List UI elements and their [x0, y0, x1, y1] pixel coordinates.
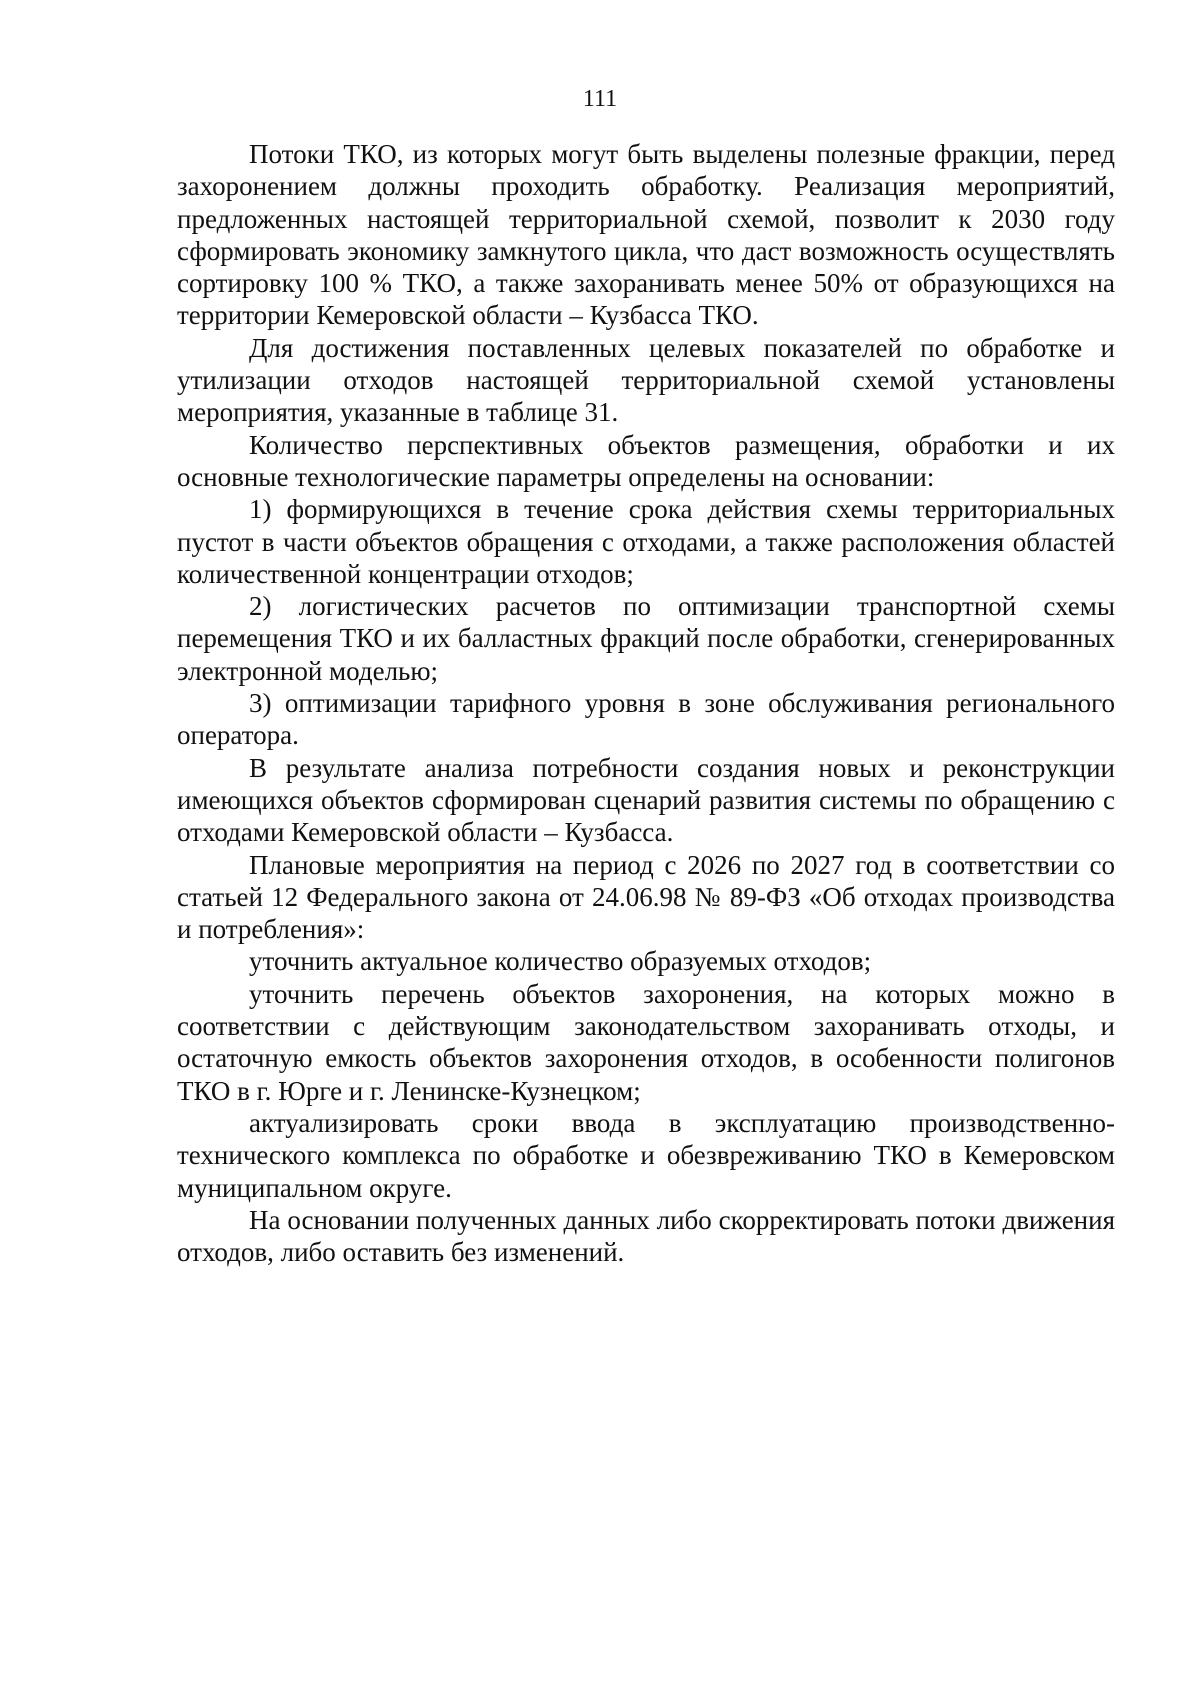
measure-item-landfill-list: уточнить перечень объектов захоронения, на которых можно в соответствии с действующим законодательством захоранивать отходы, и остаточную емкость объектов захоронения отходов, в особенности полигонов ТКО в г. Юрге и г. Ленинске-Кузнецком;	[177, 978, 1115, 1106]
paragraph-tko-flows: Потоки ТКО, из которых могут быть выделены полезные фракции, перед захоронением должны проходить обработку. Реализация мероприятий, предложенных настоящей территориальной схемой, позволит к 2030 году сформировать экономику замкнутого цикла, что даст возможность осуществлять сортировку 100 % ТКО, а также захоранивать менее 50% от образующихся на территории Кемеровской области – Кузбасса ТКО.	[177, 139, 1115, 331]
page-number: 111	[582, 86, 618, 112]
paragraph-target-indicators: Для достижения поставленных целевых показателей по обработке и утилизации отходов настоящей территориальной схемой установлены мероприятия, указанные в таблице 31.	[177, 332, 1115, 428]
measure-item-waste-amount: уточнить актуальное количество образуемых отходов;	[249, 946, 872, 977]
list-item-territorial-gaps: 1) формирующихся в течение срока действия схемы территориальных пустот в части объектов обращения с отходами, а также расположения областей количественной концентрации отходов;	[177, 494, 1115, 589]
measure-item-commissioning: актуализировать сроки ввода в эксплуатацию производственно-технического комплекса по обработке и обезвреживанию ТКО в Кемеровском муниципальном округе.	[177, 1107, 1115, 1203]
list-item-tariff: 3) оптимизации тарифного уровня в зоне обслуживания регионального оператора.	[177, 688, 1115, 751]
paragraph-facility-count: Количество перспективных объектов размещения, обработки и их основные технологические параметры определены на основании:	[177, 429, 1115, 492]
paragraph-conclusion: На основании полученных данных либо скорректировать потоки движения отходов, либо оставить без изменений.	[177, 1204, 1115, 1268]
document-body	[177, 138, 1115, 1268]
paragraph-scenario: В результате анализа потребности создания новых и реконструкции имеющихся объектов сформирован сценарий развития системы по обращению с отходами Кемеровской области – Кузбасса.	[177, 752, 1115, 848]
list-item-logistics: 2) логистических расчетов по оптимизации транспортной схемы перемещения ТКО и их балластных фракций после обработки, сгенерированных электронной моделью;	[177, 591, 1115, 686]
paragraph-planned-measures: Плановые мероприятия на период с 2026 по 2027 год в соответствии со статьей 12 Федерального закона от 24.06.98 № 89-ФЗ «Об отходах производства и потребления»:	[177, 849, 1115, 945]
